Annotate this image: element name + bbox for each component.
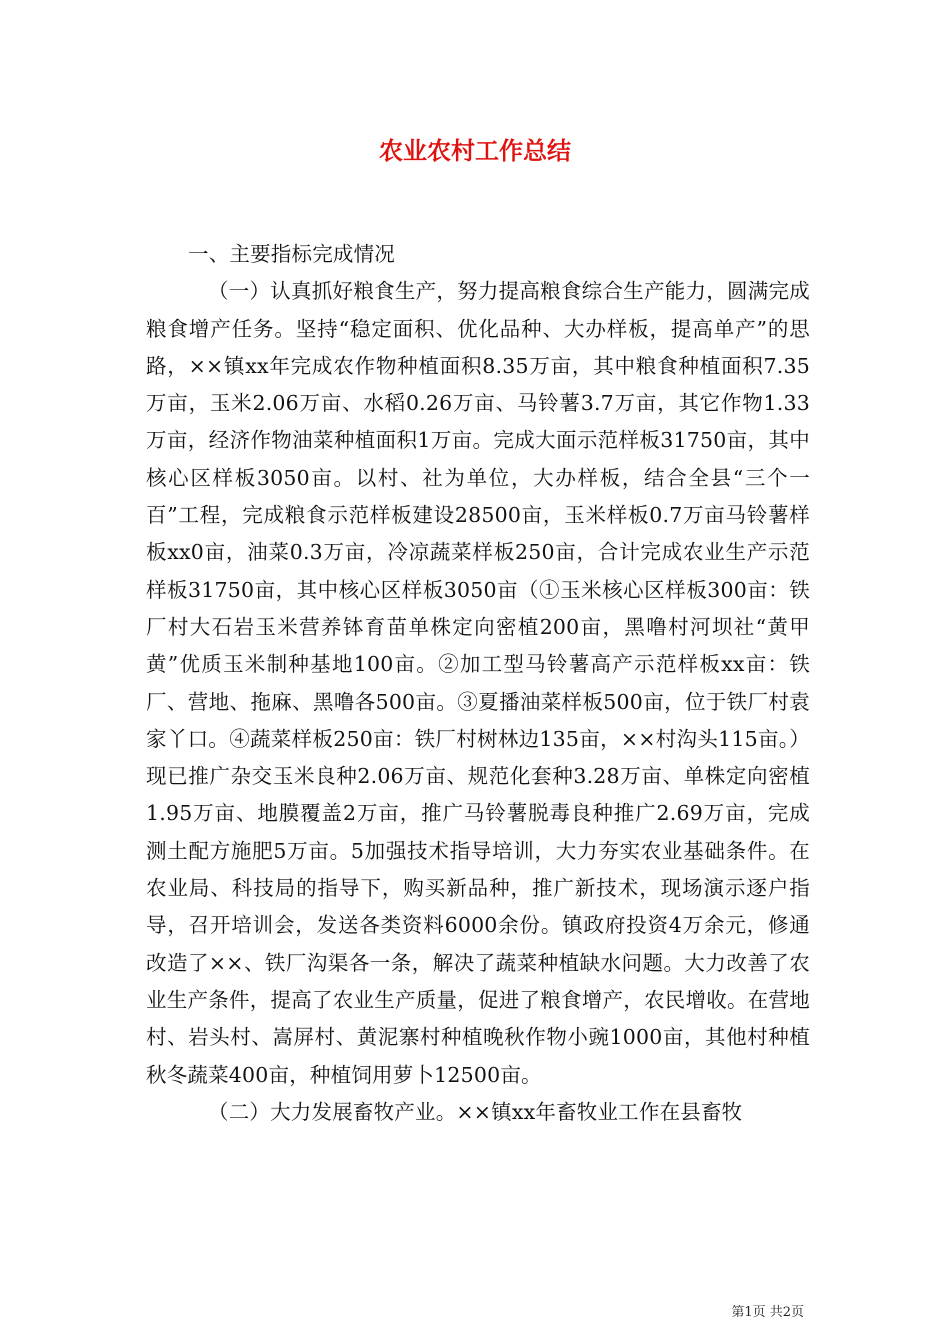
- section-heading: 一、主要指标完成情况: [188, 242, 395, 266]
- paragraph-livestock: （二）大力发展畜牧产业。××镇xx年畜牧业工作在县畜牧: [208, 1099, 743, 1124]
- document-body: [146, 236, 810, 1131]
- paragraph-grain-production: （一）认真抓好粮食生产，努力提高粮食综合生产能力，圆满完成粮食增产任务。坚持“稳定面积、优化品种、大办样板，提高单产”的思路，××镇xx年完成农作物种植面积8.35万亩，其中粮食种植面积7.35万亩，玉米2.06万亩、水稻0.26万亩、马铃薯3.7万亩，其它作物1.33万亩，经济作物油菜种植面积1万亩。完成大面示范样板31750亩，其中核心区样板3050亩。以村、社为单位，大办样板，结合全县“三个一百”工程，完成粮食示范样板建设28500亩，玉米样板0.7万亩马铃薯样板xx0亩，油菜0.3万亩，冷凉蔬菜样板250亩，合计完成农业生产示范样板31750亩，其中核心区样板3050亩（①玉米核心区样板300亩：铁厂村大石岩玉米营养钵育苗单株定向密植200亩，黑噜村河坝社“黄甲黄”优质玉米制种基地100亩。②加工型马铃薯高产示范样板xx亩：铁厂、营地、拖麻、黑噜各500亩。③夏播油菜样板500亩，位于铁厂村袁家丫口。④蔬菜样板250亩：铁厂村树林边135亩，××村沟头115亩。）现已推广杂交玉米良种2.06万亩、规范化套种3.28万亩、单株定向密植1.95万亩、地膜覆盖2万亩，推广马铃薯脱毒良种推广2.69万亩，完成测土配方施肥5万亩。5加强技术指导培训，大力夯实农业基础条件。在农业局、科技局的指导下，购买新品种，推广新技术，现场演示逐户指导，召开培训会，发送各类资料6000余份。镇政府投资4万余元，修通改造了××、铁厂沟渠各一条，解决了蔬菜种植缺水问题。大力改善了农业生产条件，提高了农业生产质量，促进了粮食增产，农民增收。在营地村、岩头村、嵩屏村、黄泥寨村种植晚秋作物小豌1000亩，其他村种植秋冬蔬菜400亩，种植饲用萝卜12500亩。: [146, 279, 810, 1087]
- page-title: 农业农村工作总结: [379, 137, 571, 165]
- page-number-footer: 第1页 共2页: [731, 1305, 804, 1320]
